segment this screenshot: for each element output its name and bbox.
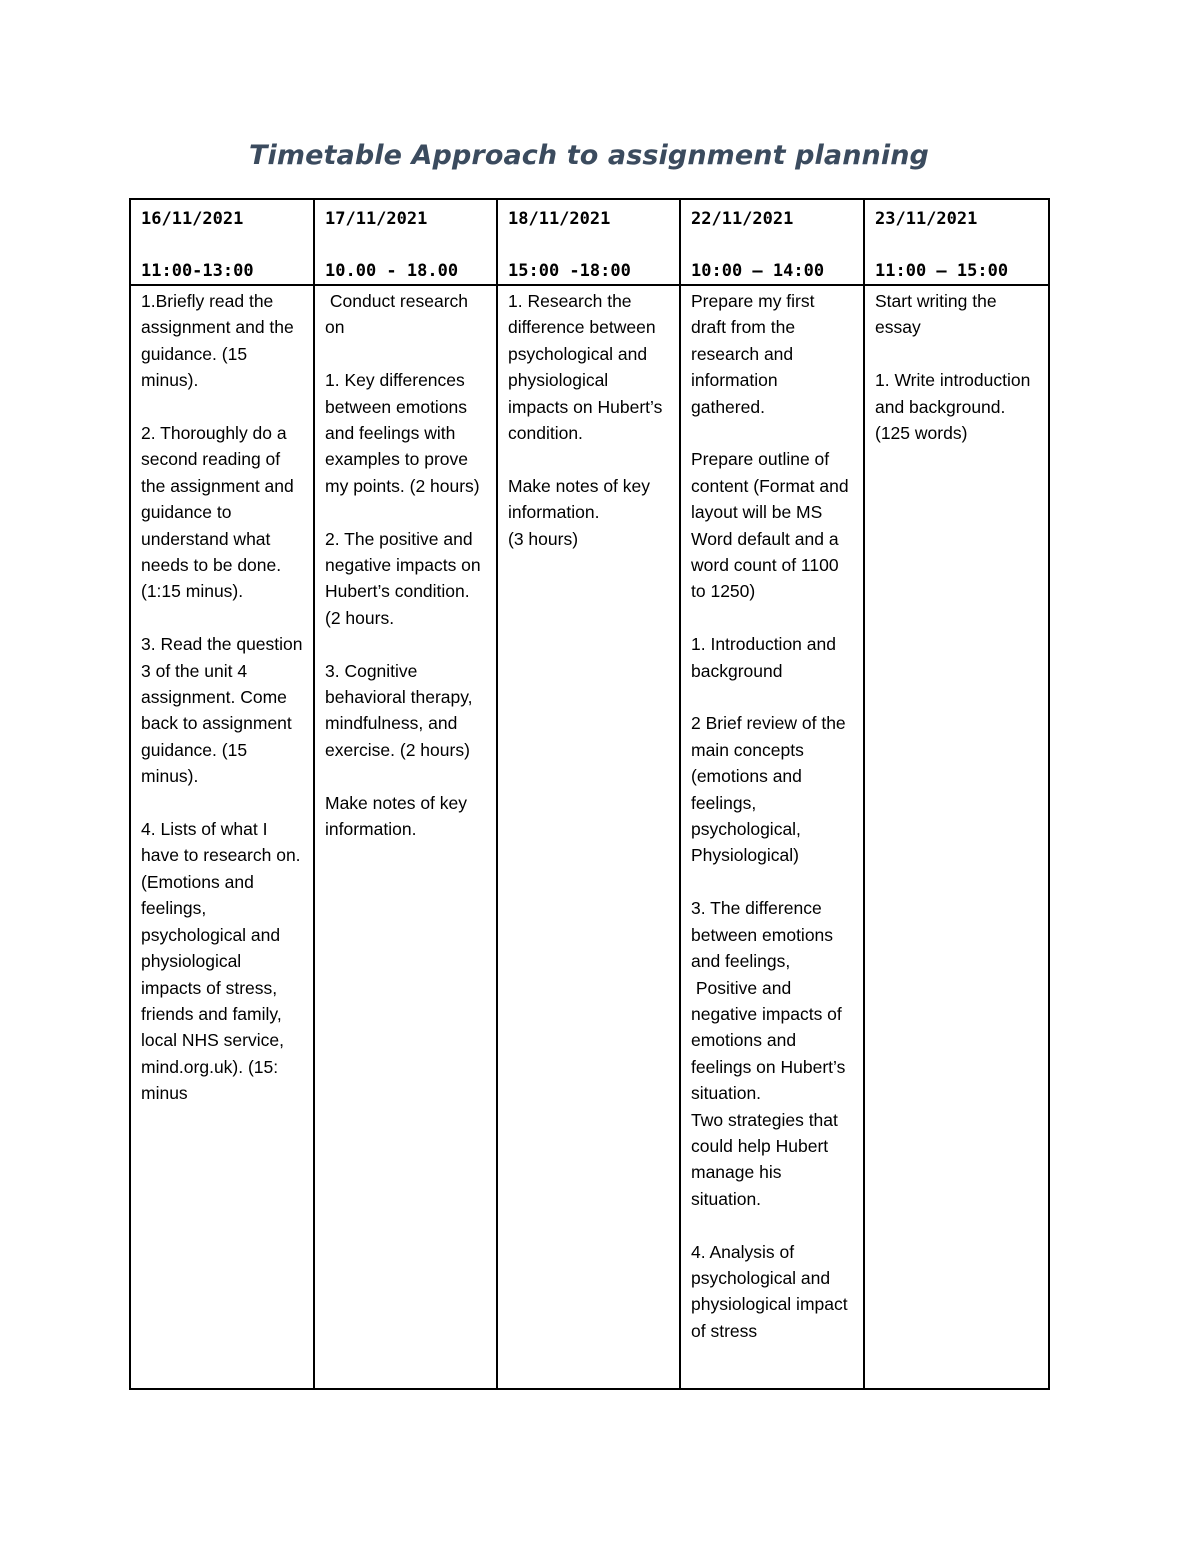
tasks-cell <box>680 285 864 1389</box>
page-title: Timetable Approach to assignment planning <box>249 140 929 171</box>
tasks-cell <box>314 285 497 1389</box>
task-block: Conduct research on <box>325 291 473 338</box>
date-label: 17/11/2021 <box>325 209 428 229</box>
task-block: 1. Write introduction and background. (125 words) <box>875 370 1036 444</box>
time-label: 10:00 – 14:00 <box>691 261 825 281</box>
task-block: 1. Research the difference between psychological and physiological impacts on Hubert’s condition. <box>508 291 668 444</box>
time-label: 15:00 -18:00 <box>508 261 631 281</box>
time-label: 11:00-13:00 <box>141 261 254 281</box>
header-row <box>130 199 1049 285</box>
task-block: Prepare outline of content (Format and layout will be MS Word default and a word count of 1100 to 1250) <box>691 449 854 602</box>
date-label: 16/11/2021 <box>141 209 244 229</box>
date-label: 22/11/2021 <box>691 209 794 229</box>
date-label: 23/11/2021 <box>875 209 978 229</box>
tasks-cell <box>497 285 680 1389</box>
task-block: Prepare my first draft from the research and information gathered. <box>691 291 820 417</box>
task-block: 2. Thoroughly do a second reading of the assignment and guidance to understand what needs to be done. (1:15 minus). <box>141 423 299 602</box>
task-block: 3. The difference between emotions and feelings, Positive and negative impacts of emotions and feelings on Hubert’s situation. Two strategies that could help Hubert manage his situation. <box>691 898 846 1209</box>
day-header <box>864 199 1049 285</box>
task-block: 1. Introduction and background <box>691 634 841 681</box>
task-block: Make notes of key information. <box>325 792 472 840</box>
task-block: 4. Lists of what I have to research on. (Emotions and feelings, psychological and physiological impacts of stress, friends and family, local NHS service, mind.org.uk). (15: minus <box>141 819 306 1104</box>
date-label: 18/11/2021 <box>508 209 611 229</box>
tasks-cell <box>864 285 1049 1389</box>
day-header <box>314 199 497 285</box>
time-label: 11:00 – 15:00 <box>875 261 1009 281</box>
task-block: 4. Analysis of psychological and physiological impact of stress <box>691 1241 853 1341</box>
day-header <box>130 199 314 285</box>
task-block: Make notes of key information. (3 hours) <box>508 475 651 549</box>
task-block: 3. Cognitive behavioral therapy, mindfulness, and exercise. (2 hours) <box>325 660 478 760</box>
time-label: 10.00 - 18.00 <box>325 261 459 281</box>
task-block: 3. Read the question 3 of the unit 4 assignment. Come back to assignment guidance. (15 minus). <box>141 634 308 787</box>
task-block: Start writing the essay <box>875 291 1002 338</box>
task-block: 2. The positive and negative impacts on Hubert’s condition. (2 hours. <box>325 528 486 628</box>
tasks-cell <box>130 285 314 1389</box>
timetable <box>129 198 1050 1390</box>
day-header <box>680 199 864 285</box>
tasks-row <box>130 285 1049 1389</box>
task-block: 2 Brief review of the main concepts (emotions and feelings, psychological, Physiological) <box>691 713 851 866</box>
day-header <box>497 199 680 285</box>
task-block: 1.Briefly read the assignment and the guidance. (15 minus). <box>141 291 299 391</box>
task-block: 1. Key differences between emotions and feelings with examples to prove my points. (2 hours) <box>325 370 480 496</box>
